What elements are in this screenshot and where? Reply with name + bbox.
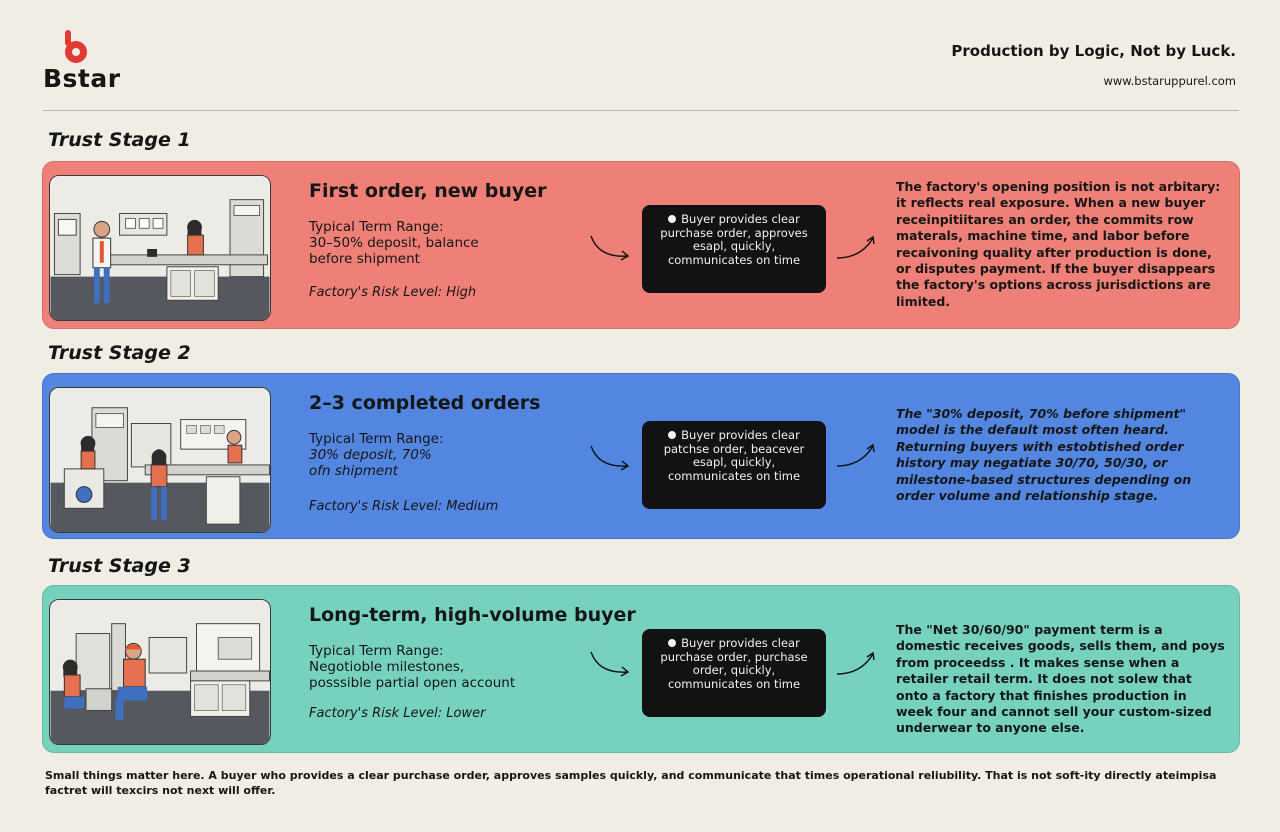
warehouse-scene-image [50, 388, 270, 532]
stage-3-arrow-out-icon [835, 648, 879, 682]
stage-3-bubble [642, 629, 826, 717]
brand-name: Bstar [43, 64, 121, 93]
stage-1-title: Trust Stage 1 [48, 129, 191, 151]
stage-1-term-label: Typical Term Range: [309, 219, 444, 235]
stage-3-arrow-in-icon [589, 648, 633, 682]
stage-2-title: Trust Stage 2 [48, 342, 191, 364]
stage-3-term-label: Typical Term Range: [309, 643, 444, 659]
stage-3-description: The "Net 30/60/90" payment term is a domestic receives goods, sells them, and poys from proceedss . It makes sense when a retailer retail term. It does not solew that onto a factory that finishes production in week four and cannot sell your custom-sized underwear to anyone else. [896, 622, 1225, 736]
stage-1-illustration [49, 175, 271, 321]
stage-2-term-line-2: ofn shipment [309, 463, 399, 479]
factory-scene-image [50, 176, 270, 320]
stage-1-term-line-1: 30–50% deposit, balance [309, 235, 479, 251]
stage-3-term-line-2: posssible partial open account [309, 675, 516, 691]
stage-2-arrow-in-icon [589, 442, 633, 476]
stage-2-bubble-text: Buyer provides clear patchse order, beacever esapl, quickly, communicates on time [663, 428, 805, 483]
stage-3-bubble-text: Buyer provides clear purchase order, purchase order, quickly, communicates on time [660, 636, 808, 691]
page-header [0, 0, 1280, 112]
stage-1-order: First order, new buyer [309, 180, 547, 202]
stage-3-risk: Factory's Risk Level: Lower [309, 706, 486, 721]
stage-3-illustration [49, 599, 271, 745]
stage-3-order: Long-term, high-volume buyer [309, 604, 636, 626]
speech-dot-icon [668, 215, 676, 223]
stage-1-bubble-text: Buyer provides clear purchase order, approves esapl, quickly, communicates on time [660, 212, 808, 267]
stage-3-term-line-1: Negotioble milestones, [309, 659, 465, 675]
stage-1-arrow-in-icon [589, 232, 633, 266]
site-url[interactable]: www.bstaruppurel.com [1103, 74, 1236, 88]
stage-2-card [42, 373, 1240, 539]
header-divider [43, 110, 1239, 111]
footer-note: Small things matter here. A buyer who provides a clear purchase order, approves samples quickly, and communicate that times operational reliubility. That is not soft-ity directly ateimpisa factret will texcirs not next will offer. [45, 769, 1217, 797]
stage-2-arrow-out-icon [835, 440, 879, 474]
stage-2-description: The "30% deposit, 70% before shipment" model is the default most often heard. Returning buyers with estobtished order history may negatiate 30/70, 50/30, or milestone-based structures depending on order volume and relationship stage. [896, 406, 1192, 504]
stage-2-risk: Factory's Risk Level: Medium [309, 499, 499, 514]
stage-1-bubble [642, 205, 826, 293]
stage-1-term-line-2: before shipment [309, 251, 420, 267]
stage-3-title: Trust Stage 3 [48, 555, 191, 577]
partnership-scene-image [50, 600, 270, 744]
bstar-logo-icon [60, 30, 90, 66]
stage-2-order: 2–3 completed orders [309, 392, 541, 414]
stage-2-term-label: Typical Term Range: [309, 431, 444, 447]
stage-2-term-line-1: 30% deposit, 70% [309, 447, 432, 463]
speech-dot-icon [668, 639, 676, 647]
stage-1-arrow-out-icon [835, 232, 879, 266]
stage-2-illustration [49, 387, 271, 533]
stage-2-bubble [642, 421, 826, 509]
stage-1-card [42, 161, 1240, 329]
stage-1-description: The factory's opening position is not arbitary: it reflects real exposure. When a new buyer receinpitiitares an order, the commits row materals, machine time, and labor before recaivoning quality after production is done, or disputes payment. If the buyer disappears the factory's options across jurisdictions are limited. [896, 179, 1221, 309]
stage-3-card [42, 585, 1240, 753]
stage-1-risk: Factory's Risk Level: High [309, 285, 477, 300]
tagline: Production by Logic, Not by Luck. [951, 42, 1236, 60]
speech-dot-icon [668, 431, 676, 439]
